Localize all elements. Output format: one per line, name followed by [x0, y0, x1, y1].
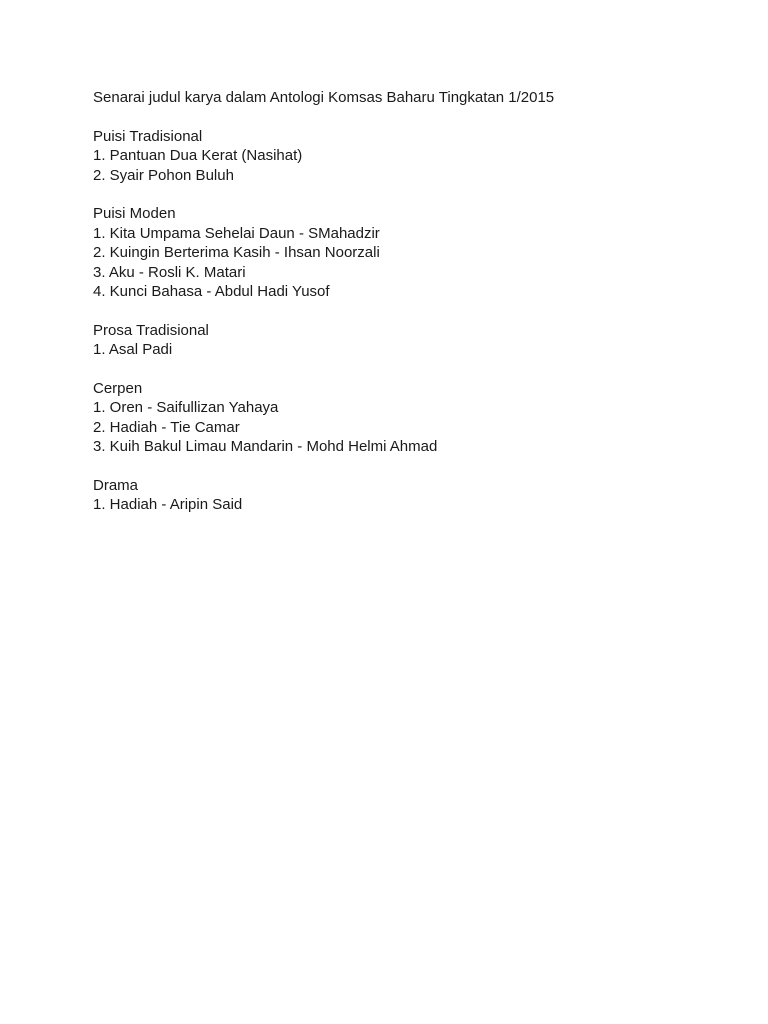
- section-puisi-tradisional: [93, 127, 733, 185]
- section-heading: Cerpen: [93, 380, 143, 398]
- section-drama: [93, 476, 733, 515]
- list-item: 1. Oren - Saifullizan Yahaya: [93, 399, 279, 417]
- document-title: Senarai judul karya dalam Antologi Komsas Baharu Tingkatan 1/2015: [93, 89, 555, 106]
- list-item: 1. Kita Umpama Sehelai Daun - SMahadzir: [93, 224, 380, 242]
- list-item: 2. Kuingin Berterima Kasih - Ihsan Noorzali: [93, 244, 380, 262]
- section-heading: Prosa Tradisional: [93, 321, 209, 339]
- section-prosa-tradisional: [93, 321, 733, 360]
- list-item: 3. Aku - Rosli K. Matari: [93, 263, 246, 281]
- section-heading: Puisi Moden: [93, 205, 176, 223]
- list-item: 3. Kuih Bakul Limau Mandarin - Mohd Helmi Ahmad: [93, 438, 438, 456]
- list-item: 2. Syair Pohon Buluh: [93, 166, 234, 184]
- list-item: 1. Asal Padi: [93, 341, 173, 359]
- list-item: 1. Pantuan Dua Kerat (Nasihat): [93, 147, 303, 165]
- section-heading: Puisi Tradisional: [93, 127, 203, 145]
- section-heading: Drama: [93, 477, 139, 495]
- list-item: 1. Hadiah - Aripin Said: [93, 496, 243, 514]
- section-puisi-moden: [93, 204, 733, 301]
- document-body: [93, 88, 733, 515]
- list-item: 2. Hadiah - Tie Camar: [93, 418, 240, 436]
- section-cerpen: [93, 379, 733, 457]
- list-item: 4. Kunci Bahasa - Abdul Hadi Yusof: [93, 283, 330, 301]
